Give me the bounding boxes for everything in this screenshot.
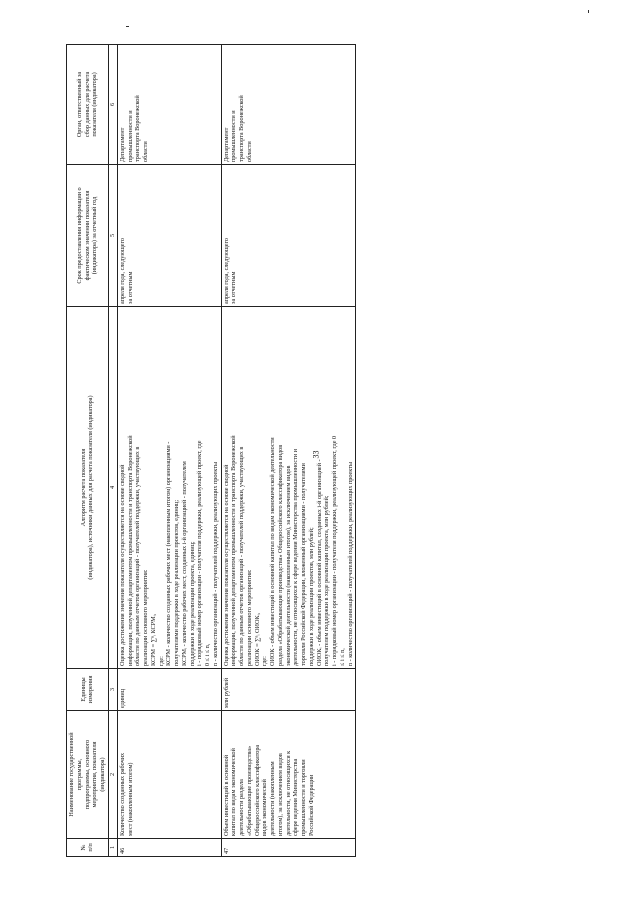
- row-unit: единиц: [117, 669, 221, 711]
- row-algorithm: Оценка достижения значения показателя осуществляется на основе сводной информации, полученной департаментом промышленности и транспорта Воронежской области по данным отчетов организаций - получателей поддержки, участвующих в реализации основного мероприятия: КСРМ = ∑ⁿᵢ КСРМᵢ, где: КСРМ - количество созданных рабочих мест (накопленным итогом) организациями - получателями поддержки в ходе реализации проектов, единиц; КСРМᵢ - количество рабочих мест, созданных i-й организацией - получателем поддержки в ходе реализации проекта, единиц; i - порядковый номер организации - получателя поддержки, реализующей проект, где 0 ≤ i ≤ n, n - количество организаций - получателей поддержки, реализующих проекты: [117, 307, 221, 669]
- table-row: [117, 45, 221, 857]
- row-responsible: Департамент промышленности и транспорта Воронежской области: [117, 45, 221, 165]
- header-algorithm: Алгоритм расчета показателя (индикатора), источники данных для расчета показателя (индикатора): [67, 307, 109, 669]
- column-number: 3: [108, 669, 117, 711]
- column-number: 1: [108, 839, 117, 857]
- row-indicator-name: Количество созданных рабочих мест (накопленным итогом): [117, 711, 221, 839]
- row-responsible: Департамент промышленности и транспорта Воронежской области: [221, 45, 356, 165]
- row-unit: млн рублей: [221, 669, 356, 711]
- scan-mark: [588, 10, 589, 13]
- column-number-row: [108, 45, 117, 857]
- row-deadline: апреля года, следующего за отчетным: [221, 165, 356, 307]
- table-header-row: [67, 45, 109, 857]
- header-deadline: Срок предоставления информации о фактическом значении показателя (индикатора) за отчетный год: [67, 165, 109, 307]
- row-indicator-name: Объем инвестиций в основной капитал по видам экономической деятельности раздела «Обрабатывающие производства» Общероссийского классификатора видов экономической деятельности (накопленным итогом), за исключением видов деятельности, не относящихся к сфере ведения Министерства промышленности и торговли Российской Федерации: [221, 711, 356, 839]
- row-num: 46: [117, 839, 221, 857]
- page-number: 33: [311, 450, 321, 459]
- column-number: 4: [108, 307, 117, 669]
- indicator-table: [66, 44, 356, 857]
- column-number: 6: [108, 45, 117, 165]
- header-num: № п/п: [67, 839, 109, 857]
- column-number: 5: [108, 165, 117, 307]
- row-deadline: апреля года, следующего за отчетным: [117, 165, 221, 307]
- column-number: 2: [108, 711, 117, 839]
- header-unit: Единицы измерения: [67, 669, 109, 711]
- row-algorithm: Оценка достижения значения показателя осуществляется на основе сводной информации, полученной департаментом промышленности и транспорта Воронежской области по данным отчетов организаций - получателей поддержки, участвующих в реализации основного мероприятия: ОИОК = ∑ⁿᵢ ОИОКᵢ, где: ОИОК - объем инвестиций в основной капитал по видам экономической деятельности раздела «Обрабатывающие производства» Общероссийского классификатора видов экономической деятельности (накопленным итогом), за исключением видов деятельности, не относящихся к сфере ведения Министерства промышленности и торговли Российской Федерации, вложенный организациями - получателями поддержки в ходе реализации проектов, млн рублей; ОИОКᵢ - объем инвестиций в основной капитал, созданных i-й организацией - получателем поддержки в ходе реализации проекта, млн рублей; i - порядковый номер организации - получателя поддержки, реализующей проект, где 0 ≤ i ≤ n, n - количество организаций - получателей поддержки, реализующих проекты: [221, 307, 356, 669]
- row-num: 47: [221, 839, 356, 857]
- header-name: Наименование государственной программы, подпрограммы, основного мероприятия, показателя (индикатора): [67, 711, 109, 839]
- scan-mark: [126, 26, 129, 27]
- table-row: [221, 45, 356, 857]
- header-responsible: Орган, ответственный за сбор данных для расчета показателя (индикатора): [67, 45, 109, 165]
